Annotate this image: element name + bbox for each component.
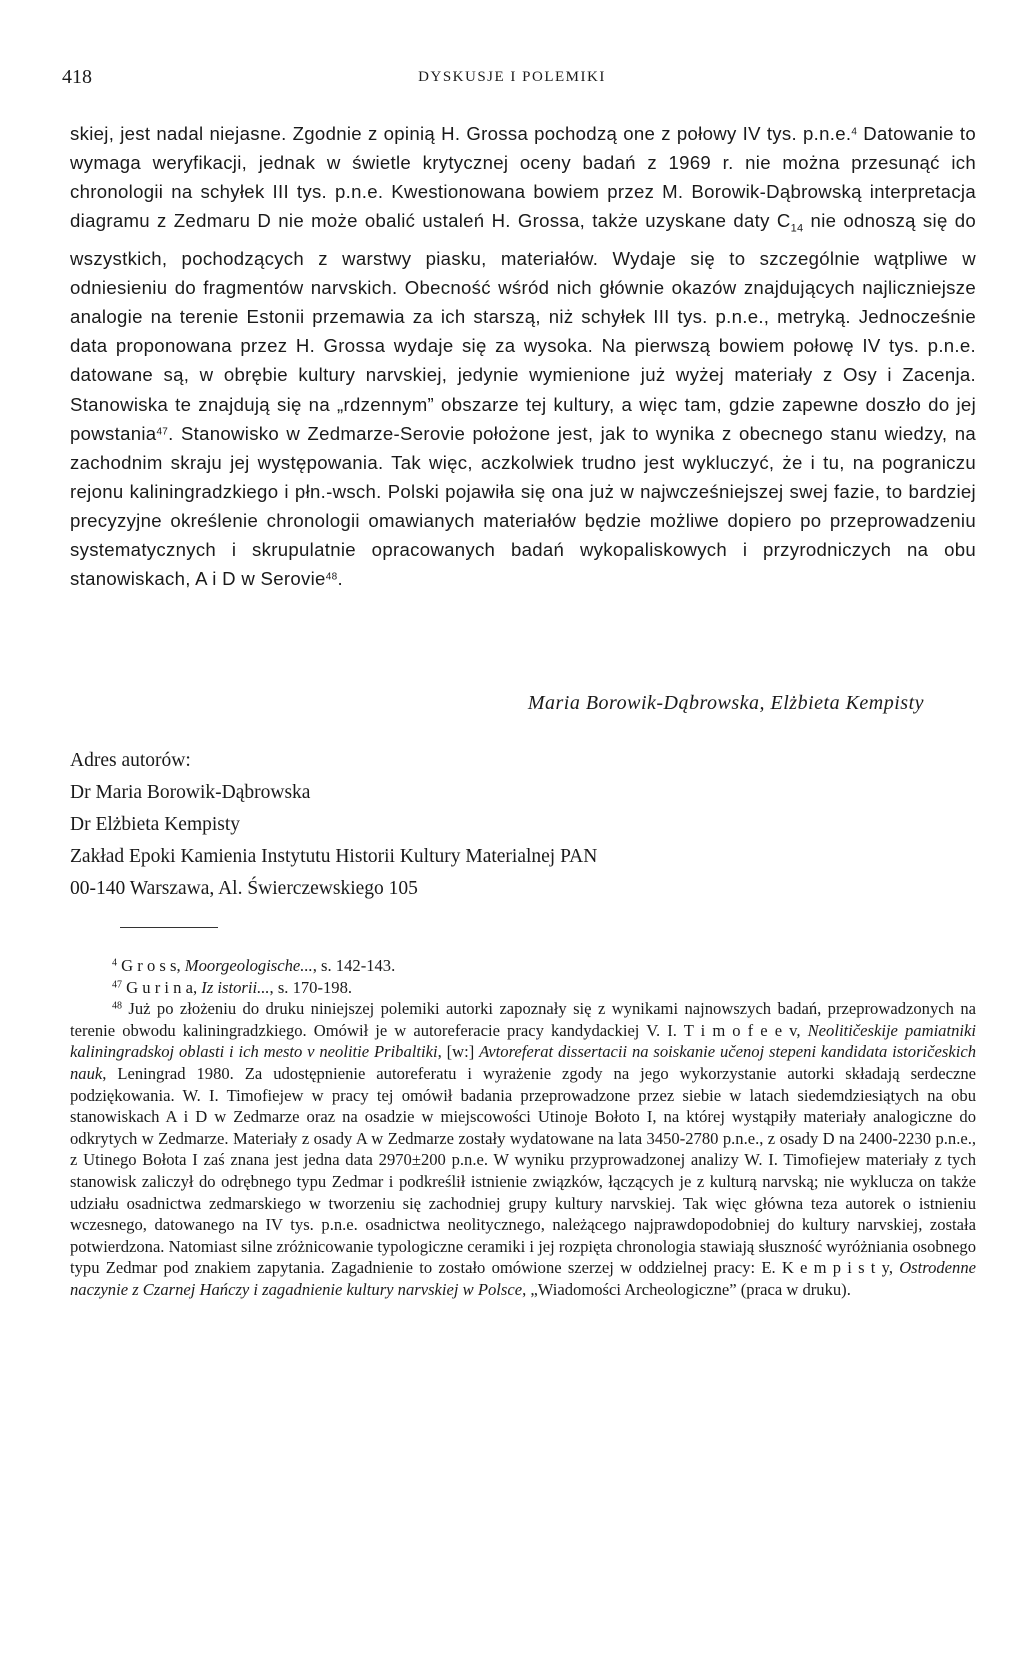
footnote-ref-4[interactable]: 4 <box>851 126 858 138</box>
footnote-author: T i m o f e e v, <box>683 1020 801 1040</box>
footnote-number: 48 <box>112 1000 122 1012</box>
footnote-text: , „Wiadomości Archeologiczne” (praca w druku). <box>522 1279 851 1299</box>
address-street: 00-140 Warszawa, Al. Świerczewskiego 105 <box>70 878 418 899</box>
footnote-title: Ostrodenne naczynie z Czarnej Hańczy i zagadnienie kultury narvskiej w Polsce <box>70 1258 976 1299</box>
footnote-4 <box>70 955 976 977</box>
address-author-1: Dr Maria Borowik-Dąbrowska <box>70 782 311 803</box>
footnote-48 <box>70 998 976 1300</box>
footnote-text: , Leningrad 1980. Za udostępnienie autoreferatu i wyrażenie zgody na jego wykorzystanie autorki składają serdeczne podziękowania. W. I. Timofiejew w pracy tej omówił badania przeprowadzone przez siebie w latach siedemdziesiątych na obu stanowiskach A i D w Zedmarze oraz na osadzie w miejscowości Utinoje Bołoto I, na której wystąpiły materiały analogiczne do odkrytych w Zedmarze. Materiały z osady A w Zedmarze zostały wydatowane na lata 3450-2780 p.n.e., z osady D na 2400-2230 p.n.e., z Utinego Bołota I zaś znana jest jedna data 2970±200 p.n.e. W wyniku przyprowadzonej analizy W. I. Timofiejew materiały z tych stanowisk zaliczył do odrębnego typu Zedmar i podkreślił istnienie związków, łączących je z kulturą narvską; nie wyklucza on także udziału osadnictwa zedmarskiego w tworzeniu się zachodniej grupy kultury narvskiej. Tak więc główna teza autorek o istnieniu wczesnego, datowanego na IV tys. p.n.e. osadnictwa neolitycznego, należącego najprawdopodobniej do kultury narvskiej, została potwierdzona. Natomiast silne zróżnicowanie typologiczne ceramiki i jej rozpięta chronologia stawiają słuszność wyróżniania osobnego typu Zedmar pod znakiem zapytania. Zagadnienie to zostało omówione szerzej w oddzielnej pracy: E. <box>70 1063 976 1278</box>
footnote-text: , [w:] <box>437 1042 480 1062</box>
footnote-text: , s. 170-198. <box>269 977 353 997</box>
footnote-ref-47[interactable]: 47 <box>156 426 169 438</box>
footnote-title: Moorgeologische... <box>184 956 313 975</box>
footnote-47 <box>70 977 976 999</box>
footnote-title: Iz istorii... <box>201 977 270 997</box>
footnote-author: G u r i n a, <box>126 977 198 997</box>
body-paragraph <box>70 119 976 593</box>
body-text-segment: Datowanie to wymaga weryfikacji, jednak w świetle krytycznej oceny badań z 1969 r. nie można przesunąć ich chronologii na schyłek III tys. p.n.e. Kwestionowana bowiem przez M. Borowik-Dąbrowską interpretacja diagramu z Zedmaru D nie może obalić ustaleń H. Grossa, także uzyskane daty C <box>70 123 976 232</box>
footnote-title: Avtoreferat dissertacii na soiskanie učenoj stepeni kandidata istoričeskich nauk <box>70 1042 976 1083</box>
footnote-number: 47 <box>112 979 122 991</box>
body-text-segment: . <box>337 568 343 590</box>
footnote-ref-48[interactable]: 48 <box>325 571 338 583</box>
footnote-number: 4 <box>112 957 117 969</box>
footnote-separator <box>120 927 218 928</box>
c14-subscript: 14 <box>790 223 804 235</box>
running-head: DYSKUSJE I POLEMIKI <box>418 69 606 85</box>
footnotes <box>70 955 976 1301</box>
author-address <box>70 745 597 905</box>
footnote-author: K e m p i s t y, <box>781 1258 893 1278</box>
body-text-segment: nie odnoszą się do wszystkich, pochodzących z warstwy piasku, materiałów. Wydaje się to szczególnie wątpliwe w odniesieniu do fragmentów narvskich. Obecność wśród nich głównie okazów znajdujących najliczniejsze analogie na terenie Estonii przemawia za ich starszą, niż schyłek III tys. p.n.e., metryką. Jednocześnie data proponowana przez H. Grossa wydaje się za wysoka. Na pierwszą bowiem połowę IV tys. p.n.e. datowane są, w obrębie kultury narvskiej, jedynie wymienione już wyżej materiały z Osy i Zacenja. Stanowiska te znajdują się na „rdzennym” obszarze tej kultury, a więc tam, gdzie zapewne doszło do jej powstania <box>70 210 976 444</box>
page-number: 418 <box>62 66 92 88</box>
body-text-segment: . Stanowisko w Zedmarze-Serovie położone jest, jak to wynika z obecnego stanu wiedzy, na zachodnim skraju jej występowania. Tak więc, aczkolwiek trudno jest wykluczyć, że i tu, na pograniczu rejonu kaliningradzkiego i płn.-wsch. Polski pojawiła się ona już w najwcześniejszej swej fazie, to bardziej precyzyjne określenie chronologii omawianych materiałów będzie możliwe dopiero po przeprowadzeniu systematycznych i skrupulatnie opracowanych badań wykopaliskowych i przyrodniczych na obu stanowiskach, A i D w Serovie <box>70 422 976 590</box>
address-label: Adres autorów: <box>70 750 191 771</box>
address-author-2: Dr Elżbieta Kempisty <box>70 814 241 835</box>
footnote-title: Neolitičeskije pamiatniki kaliningradskoj oblasti i ich mesto v neolitie Pribaltiki <box>70 1020 976 1062</box>
footnote-text: Już po złożeniu do druku niniejszej polemiki autorki zapoznały się z wynikami najnowszych badań, przeprowadzonych na terenie obwodu kaliningradzkiego. Omówił je w autoreferacie pracy kandydackiej V. I. <box>70 999 976 1040</box>
address-institution: Zakład Epoki Kamienia Instytutu Historii Kultury Materialnej PAN <box>70 846 598 867</box>
author-signature: Maria Borowik-Dąbrowska, Elżbieta Kempisty <box>527 692 924 714</box>
body-text-segment: skiej, jest nadal niejasne. Zgodnie z opinią H. Grossa pochodzą one z połowy IV tys. p.n.e. <box>70 123 852 144</box>
footnote-text: , s. 142-143. <box>312 956 396 975</box>
footnote-author: G r o s s, <box>121 956 181 975</box>
